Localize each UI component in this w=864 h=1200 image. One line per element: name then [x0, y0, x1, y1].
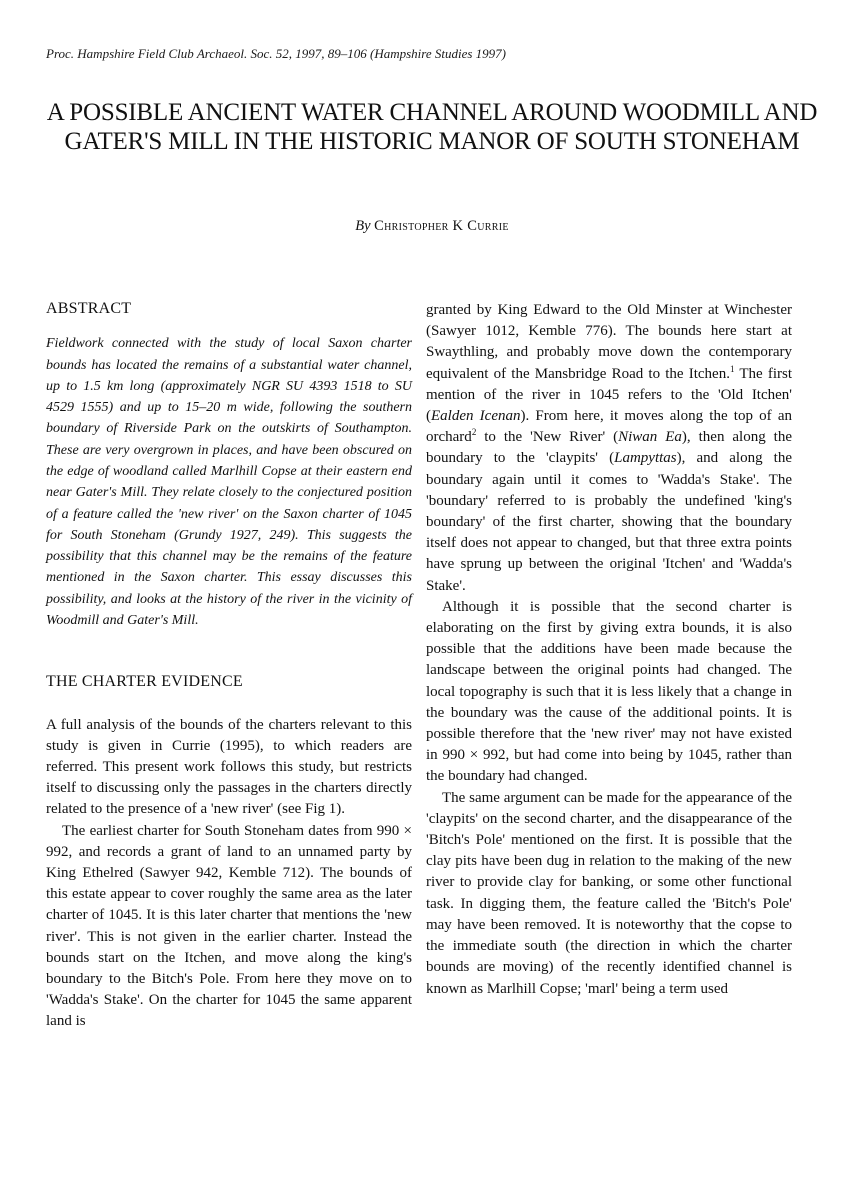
old-english-term: Ealden Icenan — [431, 408, 521, 425]
footnote-marker: 1 — [729, 363, 735, 374]
text-run: to the 'New River' ( — [476, 429, 619, 446]
text-run: The first mention of the river in 1045 refers to the 'Old Itchen' ( — [426, 365, 792, 425]
byline-author: Christopher K Currie — [374, 218, 509, 234]
right-column — [426, 300, 792, 1000]
footnote-marker: 2 — [471, 427, 477, 438]
body-paragraph: The earliest charter for South Stoneham dates from 990 × 992, and records a grant of land to an unnamed party by King Ethelred (Sawyer 942, Kemble 712). The bounds of this estate appear to cover roughly the same area as the later charter of 1045. It is this later charter that mentions the 'new river'. This is not given in the earlier charter. Instead the bounds start on the Itchen, and move along the king's boundary to the Bitch's Pole. From here they move on to 'Wadda's Stake'. On the charter for 1045 the same apparent land is — [46, 822, 412, 1030]
abstract-heading: ABSTRACT — [46, 300, 132, 317]
text-run: ). From here, it moves along the top of an orchard — [426, 408, 792, 446]
running-head: Proc. Hampshire Field Club Archaeol. Soc. 52, 1997, 89–106 (Hampshire Studies 1997) — [46, 46, 507, 61]
text-run: ), and along the boundary again until it comes to 'Wadda's Stake'. The 'boundary' referred to is probably the undefined 'king's boundary' of the first charter, showing that the boundary itself does not appear to changed, but that three extra points have sprung up between the original 'Itchen' and 'Wadda's Stake'. — [426, 450, 793, 594]
body-paragraph — [426, 300, 792, 597]
text-run: ), then along the boundary to the 'claypits' ( — [426, 429, 792, 467]
body-paragraph: Although it is possible that the second charter is elaborating on the first by giving extra bounds, it is also possible that the additions have been made because the landscape between the original points had changed. The local topography is such that it is less likely that a change in the boundary was the cause of the additional points. It is possible therefore that the 'new river' may not have existed in 990 × 992, but had come into being by 1045, rather than the boundary had changed. — [426, 598, 792, 785]
text-run: granted by King Edward to the Old Minster at Winchester (Sawyer 1012, Kemble 776). The bounds here start at Swaythling, and probably move down the contemporary equivalent of the Mansbridge Road to the Itchen. — [426, 302, 792, 382]
article-title: A POSSIBLE ANCIENT WATER CHANNEL AROUND WOODMILL AND GATER'S MILL IN THE HISTORIC MANOR OF SOUTH STONEHAM — [46, 99, 818, 155]
abstract-text: Fieldwork connected with the study of local Saxon charter bounds has located the remains of a substantial water channel, up to 1.5 km long (approximately NGR SU 4393 1518 to SU 4529 1555) and up to 15–20 m wide, following the southern boundary of Riverside Park on the outskirts of Southampton. These are very overgrown in places, and have been obscured on the edge of woodland called Marlhill Copse at their eastern end near Gater's Mill. They relate closely to the conjectured position of a feature called the 'new river' on the Saxon charter of 1045 for South Stoneham (Grundy 1927, 249). This suggests the possibility that this channel may be the remains of the feature mentioned in the Saxon charter. This essay discusses this possibility, and looks at the history of the river in the vicinity of Woodmill and Gater's Mill. — [46, 336, 412, 629]
old-english-term: Niwan Ea — [618, 429, 682, 446]
body-paragraph: The same argument can be made for the appearance of the 'claypits' on the second charter, and the disappearance of the 'Bitch's Pole' mentioned on the first. It is possible that the clay pits have been dug in relation to the making of the new river to provide clay for banking, or some other functional task. In digging them, the feature called the 'Bitch's Pole' may have been removed. It is noteworthy that the copse to the immediate south (the direction in which the charter bounds are moving) of the recently identified channel is known as Marlhill Copse; 'marl' being a term used — [426, 789, 792, 997]
byline-by: By — [355, 218, 371, 234]
section-heading: THE CHARTER EVIDENCE — [46, 673, 243, 691]
byline — [0, 218, 864, 235]
left-column — [46, 298, 412, 1033]
body-paragraph: A full analysis of the bounds of the charters relevant to this study is given in Currie (1995), to which readers are referred. This present work follows this study, but restricts itself to discussing only the passages in the charters directly related to the presence of a 'new river' (see Fig 1). — [46, 716, 412, 818]
old-english-term: Lampyttas — [614, 450, 677, 467]
